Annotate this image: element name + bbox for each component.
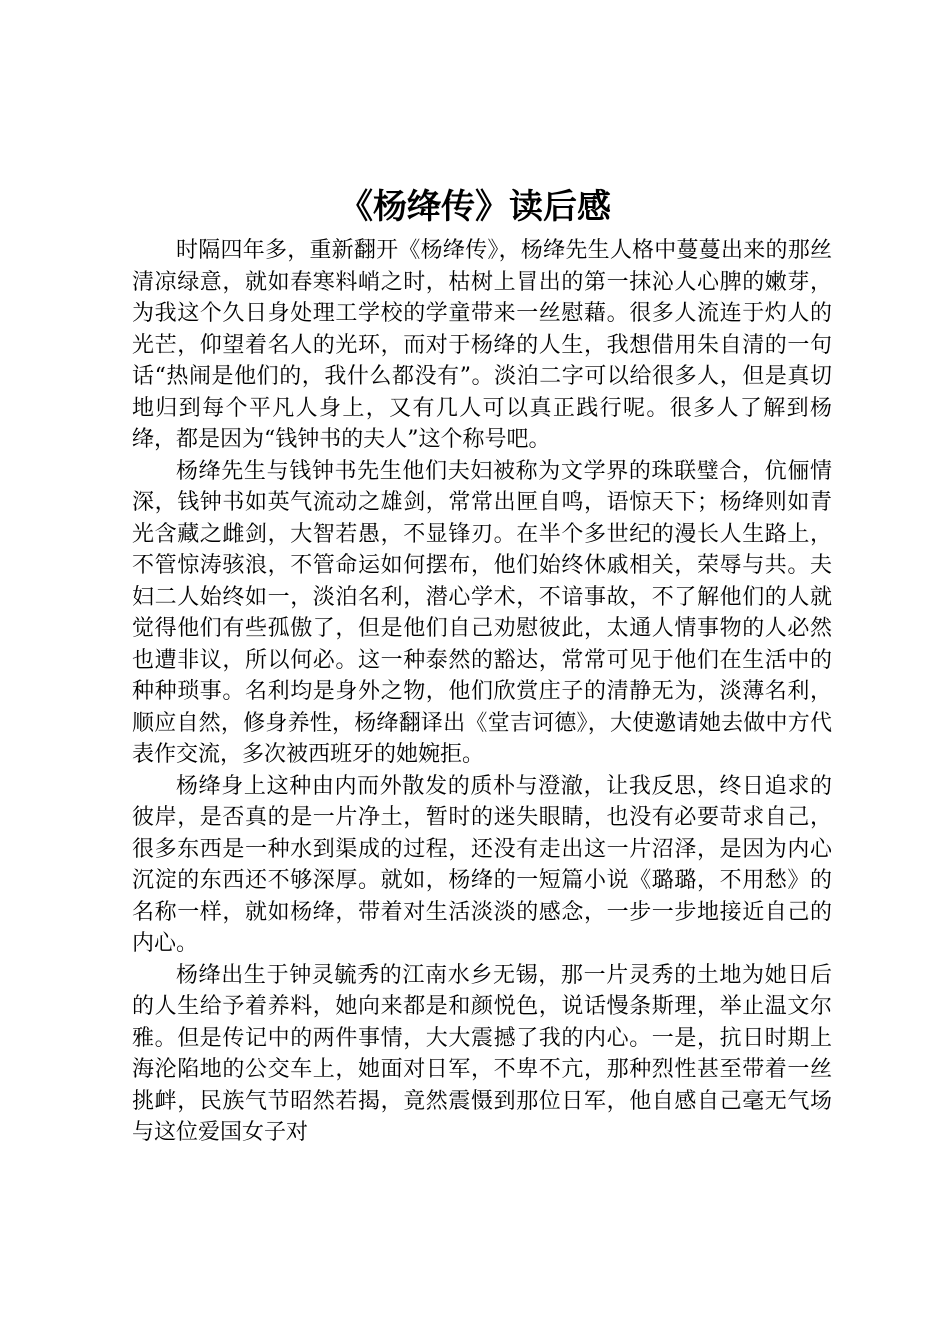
paragraph-2: 杨绛先生与钱钟书先生他们夫妇被称为文学界的珠联璧合，伉俪情深，钱钟书如英气流动之雄剑，常常出匣自鸣，语惊天下；杨绛则如青光含藏之雌剑，大智若愚，不显锋刃。在半个多世纪的漫长人生路上，不管惊涛骇浪，不管命运如何摆布，他们始终休戚相关，荣辱与共。夫妇二人始终如一，淡泊名利，潜心学术，不谙事故，不了解他们的人就觉得他们有些孤傲了，但是他们自己劝慰彼此，太通人情事物的人必然也遭非议，所以何必。这一种泰然的豁达，常常可见于他们在生活中的种种琐事。名利均是身外之物，他们欣赏庄子的清静无为，淡薄名利，顺应自然，修身养性，杨绛翻译出《堂吉诃德》，大使邀请她去做中方代表作交流，多次被西班牙的她婉拒。 bbox=[132, 458, 832, 767]
paragraph-4: 杨绛出生于钟灵毓秀的江南水乡无锡，那一片灵秀的土地为她日后的人生给予着养料，她向来都是和颜悦色，说话慢条斯理，举止温文尔雅。但是传记中的两件事情，大大震撼了我的内心。一是，抗日时期上海沦陷地的公交车上，她面对日军，不卑不亢，那种烈性甚至带着一丝挑衅，民族气节昭然若揭，竟然震慑到那位日军，他自感自己毫无气场与这位爱国女子对 bbox=[132, 962, 832, 1145]
paragraph-1: 时隔四年多，重新翻开《杨绛传》，杨绛先生人格中蔓蔓出来的那丝清凉绿意，就如春寒料峭之时，枯树上冒出的第一抹沁人心脾的嫩芽，为我这个久日身处理工学校的学童带来一丝慰藉。很多人流连于灼人的光芒，仰望着名人的光环，而对于杨绛的人生，我想借用朱自清的一句话“热闹是他们的，我什么都没有”。淡泊二字可以给很多人，但是真切地归到每个平凡人身上，又有几人可以真正践行呢。很多人了解到杨绛，都是因为“钱钟书的夫人”这个称号吧。 bbox=[132, 238, 832, 452]
page-title: 《杨绛传》读后感 bbox=[339, 187, 611, 227]
article-body bbox=[132, 235, 832, 1149]
paragraph-3: 杨绛身上这种由内而外散发的质朴与澄澈，让我反思，终日追求的彼岸，是否真的是一片净土，暂时的迷失眼睛，也没有必要苛求自己，很多东西是一种水到渠成的过程，还没有走出这一片沼泽，是因为内心沉淀的东西还不够深厚。就如，杨绛的一短篇小说《璐璐，不用愁》的名称一样，就如杨绛，带着对生活淡淡的感念，一步一步地接近自己的内心。 bbox=[132, 773, 832, 956]
